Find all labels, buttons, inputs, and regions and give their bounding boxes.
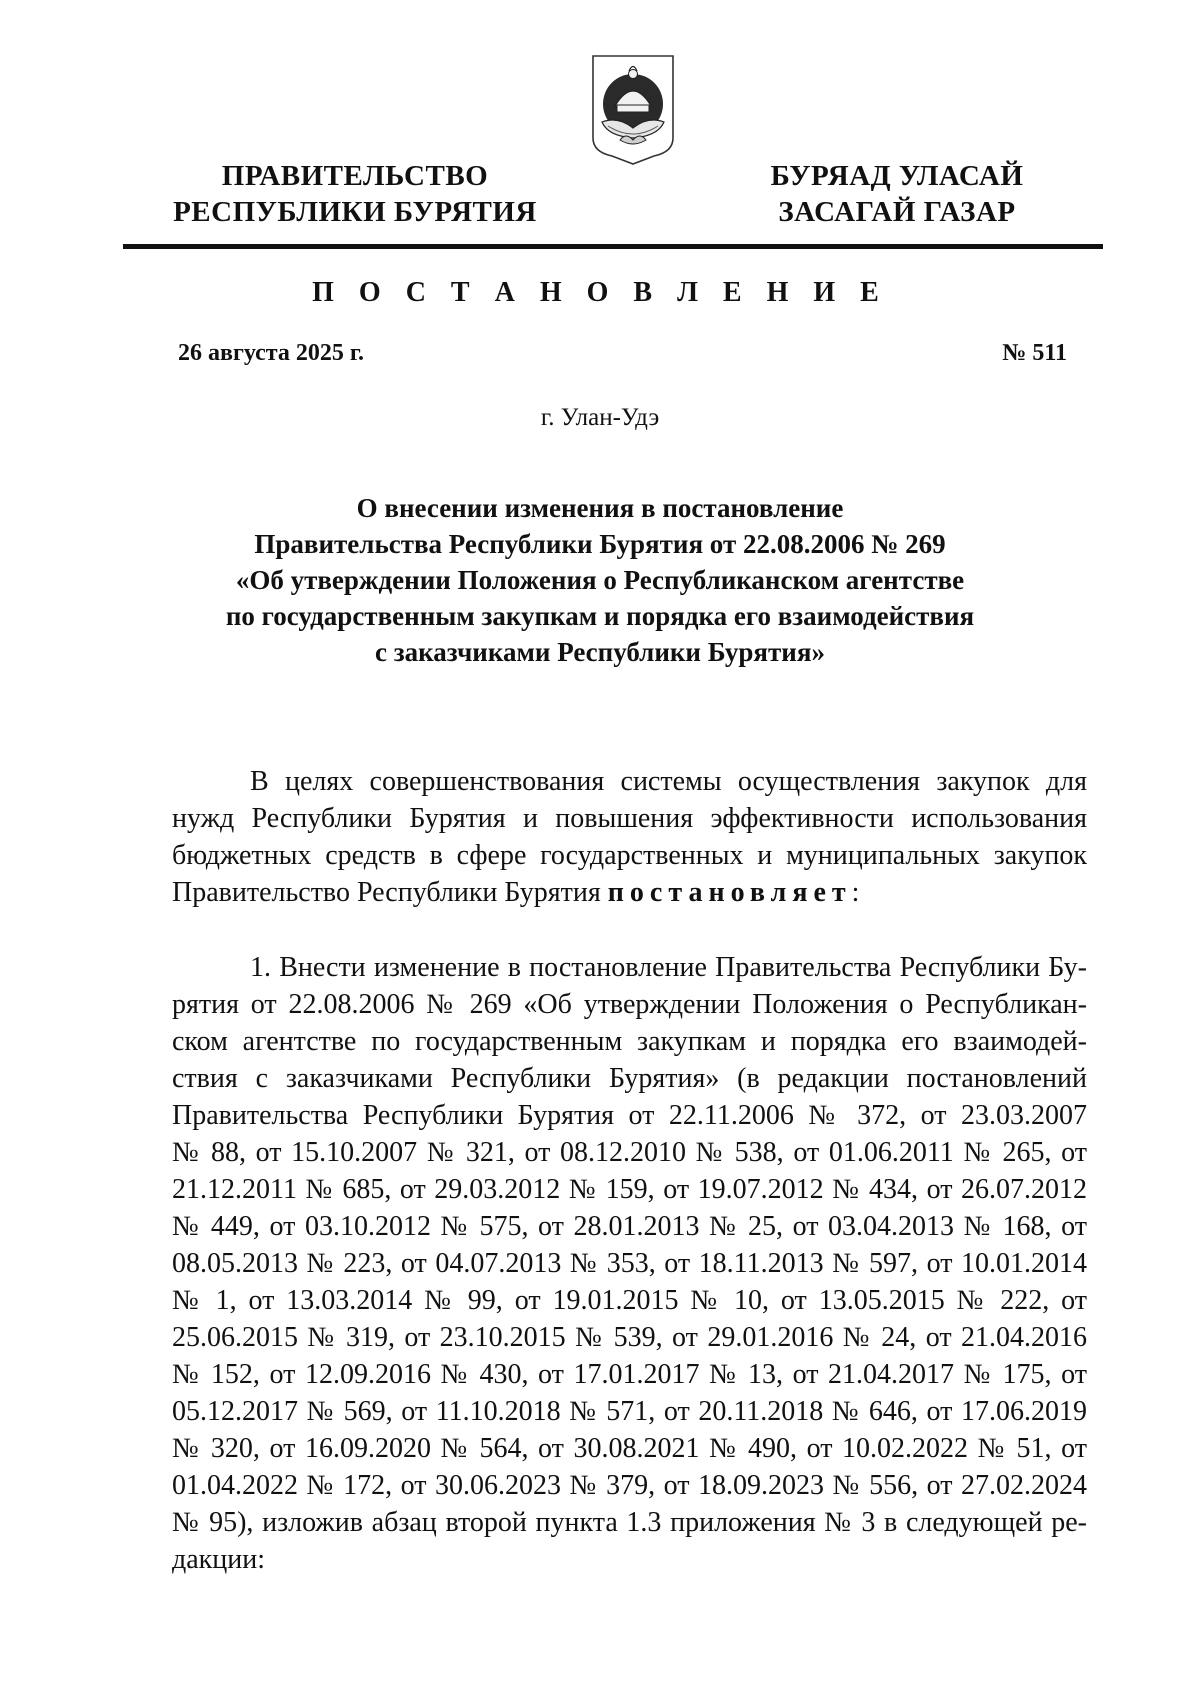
- item-1-line: 08.05.2013 № 223, от 04.07.2013 № 353, от 18.11.2013 № 597, от 10.01.2014: [172, 1248, 1087, 1279]
- document-date: 26 августа 2025 г.: [178, 340, 365, 366]
- header-left-line-1: ПРАВИТЕЛЬСТВО: [221, 160, 489, 192]
- subject-line: Правительства Республики Бурятия от 22.08.2006 № 269: [254, 529, 946, 559]
- item-1-line: № 1, от 13.03.2014 № 99, от 19.01.2015 № 10, от 13.05.2015 № 222, от: [172, 1285, 1087, 1316]
- header-right-line-1: БУРЯАД УЛАСАЙ: [770, 160, 1024, 192]
- preamble-paragraph: [172, 763, 1087, 911]
- header-left-line-2: РЕСПУБЛИКИ БУРЯТИЯ: [173, 196, 537, 228]
- item-1-line: 25.06.2015 № 319, от 23.10.2015 № 539, от 29.01.2016 № 24, от 21.04.2016: [172, 1322, 1087, 1353]
- item-1-line: дакции:: [172, 1544, 266, 1575]
- government-name-russian: [170, 158, 540, 230]
- preamble-last-line: [172, 874, 1087, 911]
- item-1-line: Правительства Республики Бурятия от 22.11.2006 № 372, от 23.03.2007: [172, 1100, 1087, 1131]
- coat-of-arms-icon: [588, 52, 678, 172]
- header-right-line-2: ЗАСАГАЙ ГАЗАР: [778, 196, 1016, 228]
- item-1-line: № 88, от 15.10.2007 № 321, от 08.12.2010 № 538, от 01.06.2011 № 265, от: [172, 1137, 1087, 1168]
- subject-line: «Об утверждении Положения о Республиканском агентстве: [235, 565, 965, 595]
- preamble-last-suffix: :: [851, 877, 860, 908]
- item-1-line: 01.04.2022 № 172, от 30.06.2023 № 379, от 18.09.2023 № 556, от 27.02.2024: [172, 1470, 1087, 1501]
- preamble-line: В целях совершенствования системы осуществления закупок для: [250, 766, 1087, 797]
- document-number: № 511: [1002, 340, 1067, 366]
- subject-line: по государственным закупкам и порядка его взаимодействия: [225, 601, 975, 631]
- item-1-line: рятия от 22.08.2006 № 269 «Об утверждении Положения о Республикан-: [172, 989, 1087, 1020]
- item-1-line: 21.12.2011 № 685, от 29.03.2012 № 159, от 19.07.2012 № 434, от 26.07.2012: [172, 1174, 1087, 1205]
- resolves-word: постановляет: [607, 877, 852, 908]
- document-city: г. Улан-Удэ: [540, 404, 660, 431]
- government-name-buryat: [752, 158, 1042, 230]
- preamble-line: нужд Республики Бурятия и повышения эффективности использования: [172, 803, 1087, 834]
- item-1-line: № 320, от 16.09.2020 № 564, от 30.08.2021 № 490, от 10.02.2022 № 51, от: [172, 1433, 1087, 1464]
- preamble-line: бюджетных средств в сфере государственных и муниципальных закупок: [172, 840, 1087, 871]
- preamble-last-prefix: Правительство Республики Бурятия: [172, 877, 608, 908]
- document-subject: [150, 490, 1050, 670]
- item-1-line: ствия с заказчиками Республики Бурятия» (в редакции постановлений: [172, 1063, 1087, 1094]
- item-1-line: № 449, от 03.10.2012 № 575, от 28.01.2013 № 25, от 03.04.2013 № 168, от: [172, 1211, 1087, 1242]
- subject-line: с заказчиками Республики Бурятия»: [375, 637, 825, 667]
- document-type-title: П О С Т А Н О В Л Е Н И Е: [312, 277, 888, 308]
- header-divider: [123, 244, 1103, 249]
- item-1-line: 1. Внести изменение в постановление Правительства Республики Бу-: [250, 952, 1087, 983]
- item-1-line: ском агентстве по государственным закупкам и порядка его взаимодей-: [172, 1026, 1087, 1057]
- item-1-paragraph: [172, 949, 1087, 1578]
- subject-line: О внесении изменения в постановление: [356, 493, 844, 523]
- item-1-line: 05.12.2017 № 569, от 11.10.2018 № 571, от 20.11.2018 № 646, от 17.06.2019: [172, 1396, 1087, 1427]
- item-1-line: № 95), изложив абзац второй пункта 1.3 приложения № 3 в следующей ре-: [172, 1507, 1087, 1538]
- item-1-line: № 152, от 12.09.2016 № 430, от 17.01.2017 № 13, от 21.04.2017 № 175, от: [172, 1359, 1087, 1390]
